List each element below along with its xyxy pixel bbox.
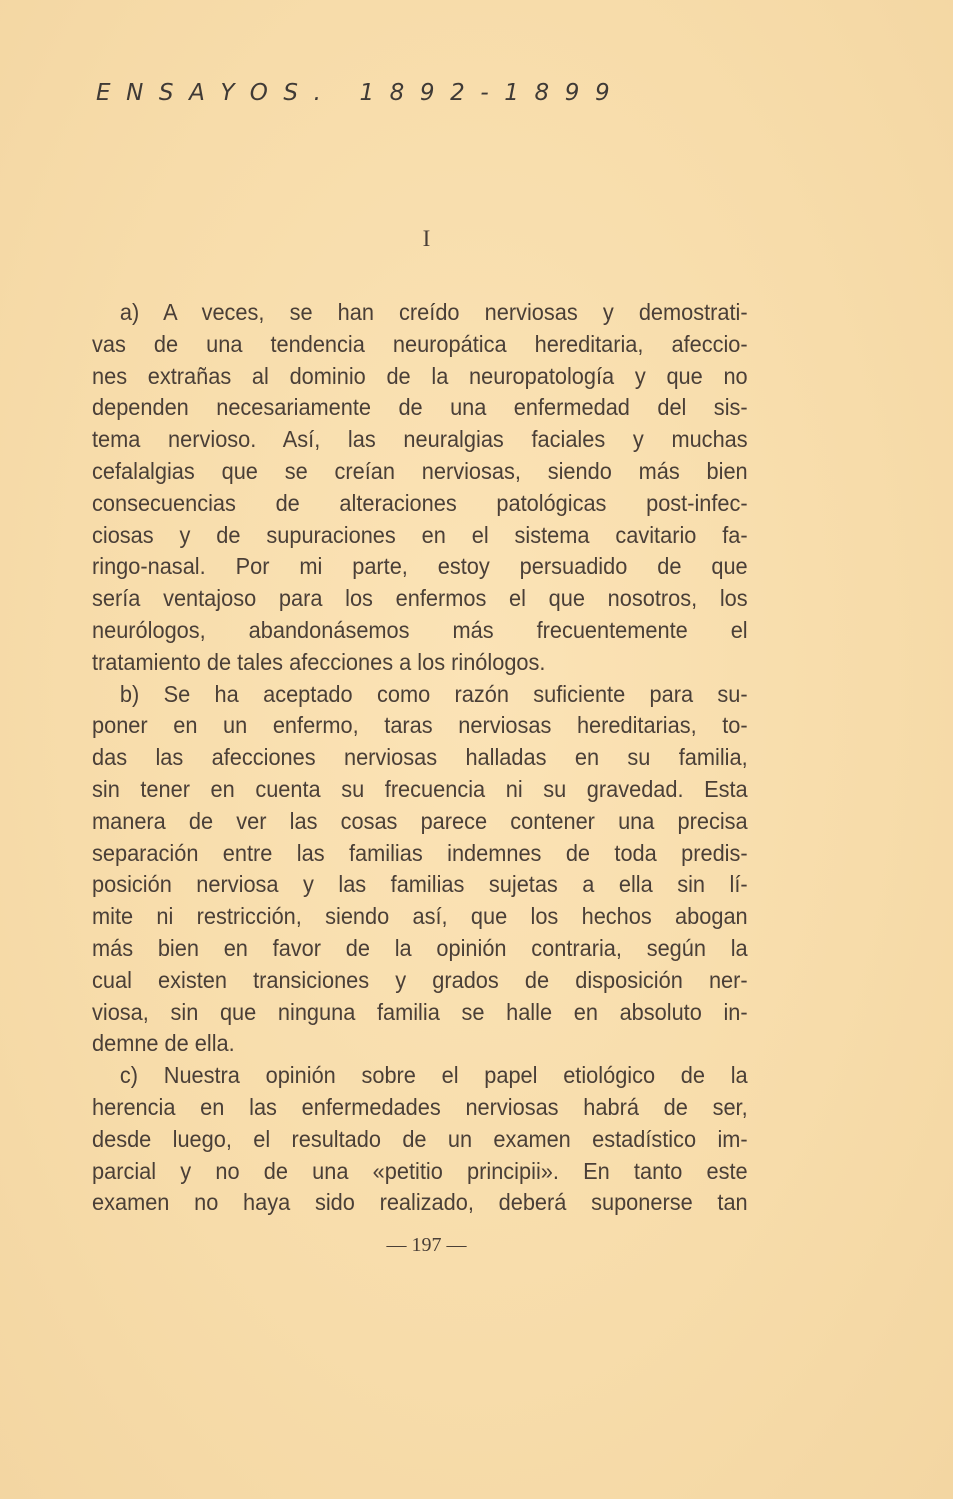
text-line: ciosas y de supuraciones en el sistema cavitario fa-	[92, 521, 748, 548]
text-line: demne de ella.	[92, 1030, 235, 1057]
text-line: cual existen transiciones y grados de disposición ner-	[92, 966, 748, 993]
text-line: sería ventajoso para los enfermos el que nosotros, los	[92, 585, 748, 612]
text-line: viosa, sin que ninguna familia se halle en absoluto in-	[92, 998, 748, 1025]
text-line: ringo-nasal. Por mi parte, estoy persuadido de que	[92, 553, 748, 580]
page-number: — 197 —	[386, 1234, 467, 1256]
text-line: nes extrañas al dominio de la neuropatología y que no	[92, 362, 748, 389]
text-line: herencia en las enfermedades nerviosas habrá de ser,	[92, 1093, 748, 1120]
paragraph-a-line: a) A veces, se han creído nerviosas y demostrati-	[119, 299, 748, 325]
text-line: posición nerviosa y las familias sujetas a ella sin lí-	[92, 871, 748, 898]
text-line: consecuencias de alteraciones patológicas post-infec-	[92, 489, 748, 516]
text-line: manera de ver las cosas parece contener una precisa	[92, 807, 748, 834]
text-line: cefalalgias que se creían nerviosas, siendo más bien	[92, 457, 748, 484]
body-text	[92, 297, 748, 1219]
text-line: sin tener en cuenta su frecuencia ni su gravedad. Esta	[92, 775, 748, 802]
text-line: más bien en favor de la opinión contraria, según la	[92, 934, 748, 961]
text-line: tema nervioso. Así, las neuralgias faciales y muchas	[92, 426, 748, 453]
running-head: ENSAYOS. 1892-1899	[96, 80, 626, 106]
text-line: separación entre las familias indemnes de toda predis-	[92, 839, 748, 866]
paragraph-b-line: b) Se ha aceptado como razón suficiente para su-	[119, 680, 748, 707]
text-line: desde luego, el resultado de un examen estadístico im-	[92, 1125, 748, 1152]
text-line: mite ni restricción, siendo así, que los hechos abogan	[92, 903, 748, 930]
text-line: examen no haya sido realizado, deberá suponerse tan	[92, 1189, 748, 1216]
text-line: tratamiento de tales afecciones a los rinólogos.	[92, 648, 546, 675]
section-numeral: I	[422, 226, 431, 251]
text-line: vas de una tendencia neuropática hereditaria, afeccio-	[92, 330, 748, 357]
text-line: parcial y no de una «petitio principii». En tanto este	[92, 1157, 748, 1184]
text-line: poner en un enfermo, taras nerviosas hereditarias, to-	[92, 712, 748, 739]
paragraph-c-line: c) Nuestra opinión sobre el papel etiológico de la	[119, 1062, 748, 1089]
text-line: das las afecciones nerviosas halladas en su familia,	[92, 744, 748, 771]
text-line: dependen necesariamente de una enfermedad del sis-	[92, 394, 748, 421]
text-line: neurólogos, abandonásemos más frecuentemente el	[92, 616, 748, 643]
